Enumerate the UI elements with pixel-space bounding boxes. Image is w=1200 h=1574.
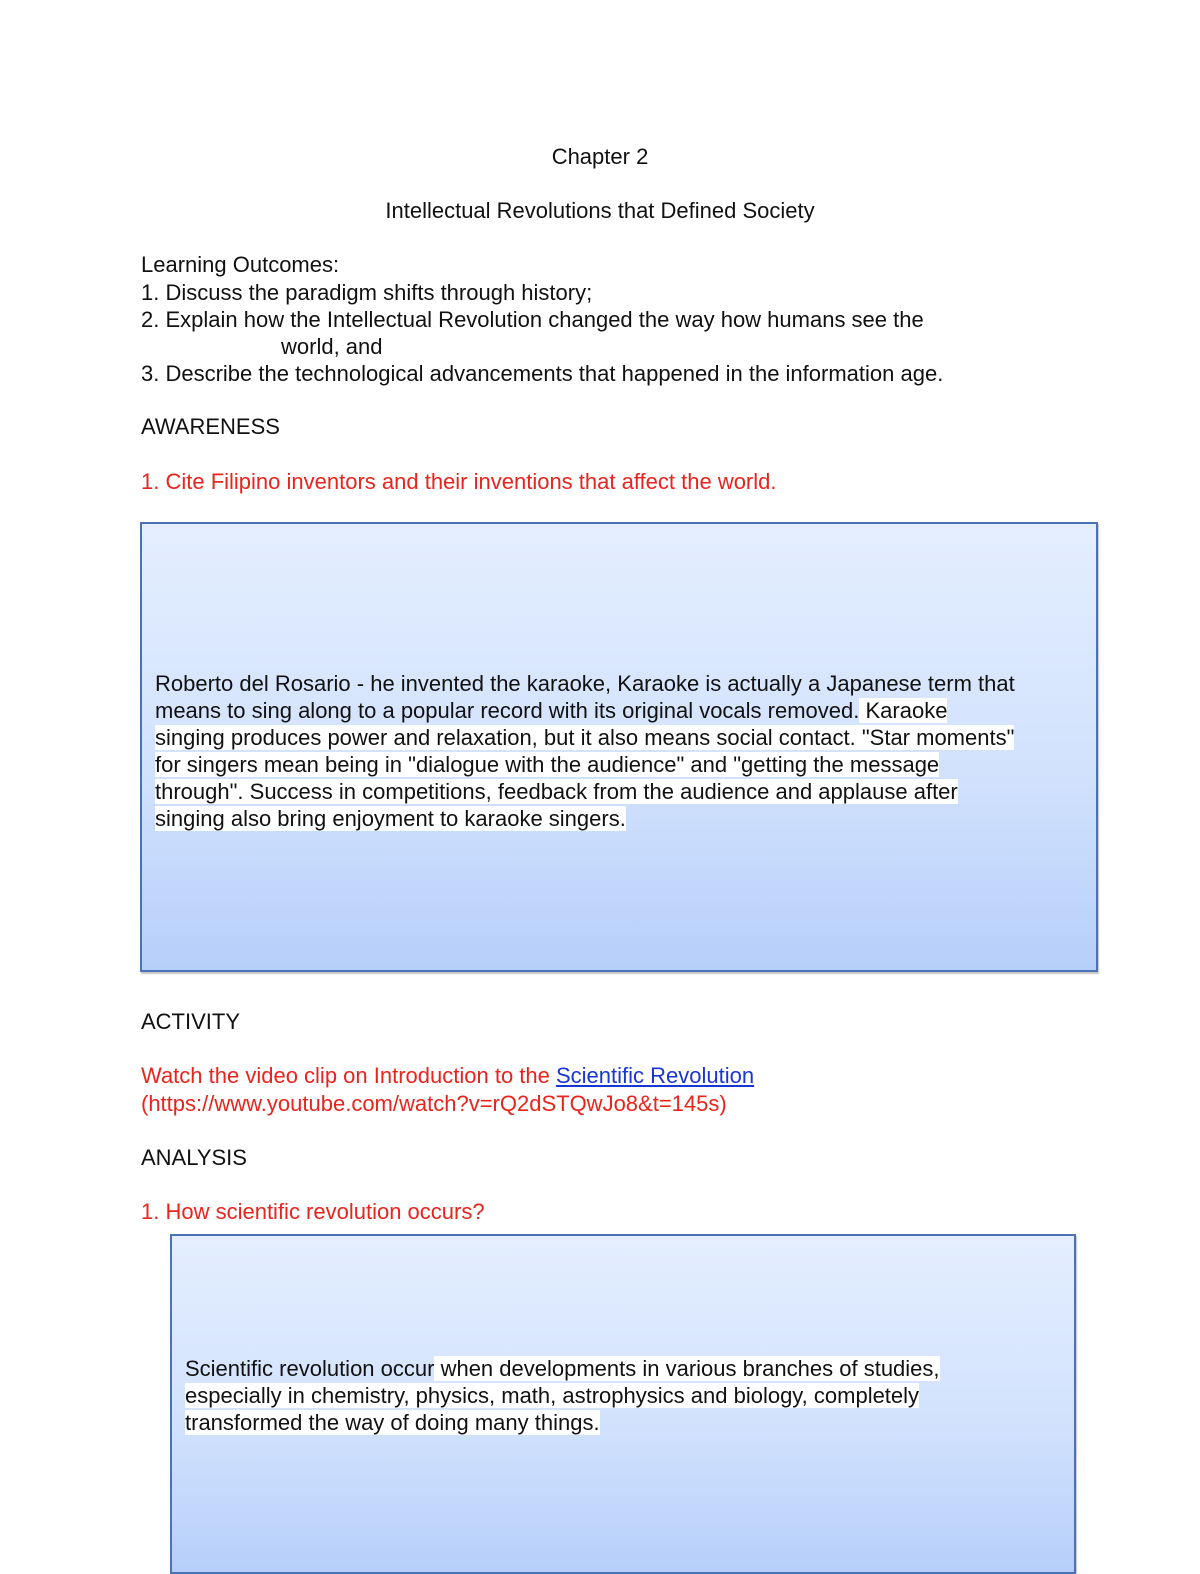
analysis-question: 1. How scientific revolution occurs? bbox=[141, 1199, 485, 1224]
learning-outcome-1: 1. Discuss the paradigm shifts through history; bbox=[141, 280, 593, 305]
activity-instruction bbox=[141, 1062, 754, 1089]
awareness-answer-text bbox=[155, 670, 1015, 832]
analysis-answer-fragment: when developments in various branches of studies, bbox=[434, 1356, 940, 1381]
analysis-heading: ANALYSIS bbox=[141, 1145, 247, 1170]
awareness-heading: AWARENESS bbox=[141, 414, 280, 439]
learning-outcome-3: 3. Describe the technological advancements that happened in the information age. bbox=[141, 361, 944, 386]
awareness-answer-line: through". Success in competitions, feedback from the audience and applause after bbox=[155, 779, 958, 804]
chapter-title: Chapter 2 bbox=[551, 144, 649, 169]
awareness-answer-line bbox=[155, 697, 1015, 724]
awareness-question: 1. Cite Filipino inventors and their inventions that affect the world. bbox=[141, 469, 777, 494]
scientific-revolution-link[interactable]: Scientific Revolution bbox=[555, 1063, 755, 1088]
analysis-answer-line: transformed the way of doing many things. bbox=[185, 1410, 600, 1435]
analysis-answer-text bbox=[185, 1355, 940, 1436]
chapter-subtitle: Intellectual Revolutions that Defined Society bbox=[385, 198, 815, 223]
awareness-answer-line: for singers mean being in "dialogue with the audience" and "getting the message bbox=[155, 752, 940, 777]
activity-video-url: (https://www.youtube.com/watch?v=rQ2dSTQwJo8&t=145s) bbox=[141, 1091, 727, 1116]
analysis-answer-line bbox=[185, 1355, 940, 1382]
activity-heading: ACTIVITY bbox=[141, 1009, 241, 1034]
awareness-answer-line: singing produces power and relaxation, but it also means social contact. "Star moments" bbox=[155, 725, 1015, 750]
analysis-answer-box bbox=[170, 1234, 1076, 1574]
learning-outcome-2: 2. Explain how the Intellectual Revolution changed the way how humans see the bbox=[141, 307, 924, 332]
awareness-answer-line: singing also bring enjoyment to karaoke singers. bbox=[155, 806, 626, 831]
learning-outcomes-heading: Learning Outcomes: bbox=[141, 252, 340, 277]
awareness-answer-fragment: Karaoke bbox=[859, 698, 948, 723]
awareness-answer-box bbox=[140, 522, 1098, 972]
learning-outcome-2-continued: world, and bbox=[281, 334, 383, 359]
analysis-answer-line: especially in chemistry, physics, math, astrophysics and biology, completely bbox=[185, 1383, 920, 1408]
activity-instruction-text: Watch the video clip on Introduction to the bbox=[141, 1063, 556, 1088]
analysis-answer-fragment: Scientific revolution occur bbox=[185, 1356, 435, 1381]
awareness-answer-line: Roberto del Rosario - he invented the karaoke, Karaoke is actually a Japanese term that bbox=[155, 671, 1015, 696]
awareness-answer-fragment: means to sing along to a popular record with its original vocals removed. bbox=[155, 698, 860, 723]
